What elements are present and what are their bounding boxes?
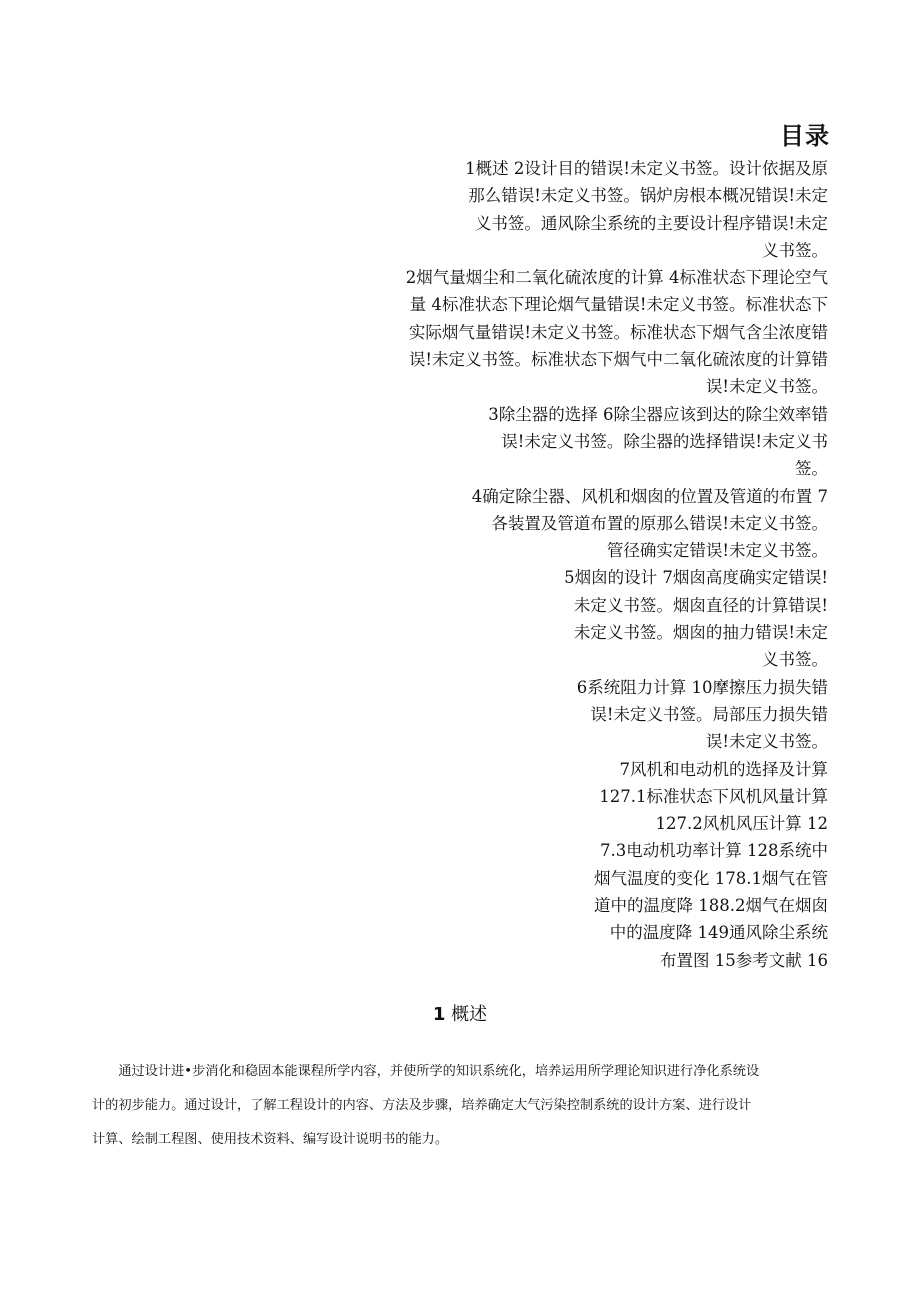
toc-entry-4[interactable] [348, 483, 828, 565]
toc-line: 中的温度降 149通风除尘系统 [609, 923, 828, 943]
section-paragraph [92, 1055, 832, 1157]
toc-line: 7风机和电动机的选择及计算 [619, 759, 828, 779]
toc-line: 5烟囱的设计 7烟囱高度确实定错误! [564, 568, 828, 588]
paragraph-line: 通过设计进•步消化和稳固本能课程所学内容，并使所学的知识系统化，培养运用所学理论知识进行净化系统设 [92, 1064, 760, 1079]
paragraph-line: 计的初步能力。通过设计，了解工程设计的内容、方法及步骤，培养确定大气污染控制系统的设计方案、进行设计 [92, 1098, 752, 1113]
toc-line: 7.3电动机功率计算 128系统中 [600, 841, 828, 861]
toc-entry-2[interactable] [348, 264, 828, 400]
toc-line: 义书签。 [762, 650, 828, 670]
toc-line: 那么错误!未定义书签。锅炉房根本概况错误!未定 [468, 186, 828, 206]
toc-entry-5[interactable] [348, 564, 828, 673]
toc-line: 实际烟气量错误!未定义书签。标准状态下烟气含尘浓度错 [408, 322, 828, 342]
toc-line: 1概述 2设计目的错误!未定义书签。设计依据及原 [465, 159, 828, 178]
toc-line: 3除尘器的选择 6除尘器应该到达的除尘效率错 [488, 404, 828, 424]
toc-title: 目录 [780, 122, 830, 150]
toc-line: 误!未定义书签。 [705, 377, 828, 397]
toc-line: 127.2风机风压计算 12 [655, 814, 828, 834]
toc-line: 布置图 15参考文献 16 [660, 950, 828, 970]
toc-line: 各装置及管道布置的原那么错误!未定义书签。 [491, 513, 828, 533]
toc-line: 误!未定义书签。除尘器的选择错误!未定义书 [501, 431, 828, 451]
toc-line: 签。 [795, 459, 828, 479]
toc-entry-1[interactable] [348, 155, 828, 264]
toc-line: 管径确实定错误!未定义书签。 [606, 541, 828, 561]
paragraph-line: 计算、绘制工程图、使用技术资料、编写设计说明书的能力。 [92, 1132, 449, 1147]
toc-line: 6系统阻力计算 10摩擦压力损失错 [576, 677, 828, 697]
toc-line: 量 4标准状态下理论烟气量错误!未定义书签。标准状态下 [409, 295, 828, 315]
toc-line: 127.1标准状态下风机风量计算 [599, 786, 828, 806]
table-of-contents [348, 155, 828, 974]
toc-line: 4确定除尘器、风机和烟囱的位置及管道的布置 7 [471, 486, 828, 506]
section-heading [0, 1000, 920, 1026]
toc-line: 义书签。 [762, 240, 828, 260]
toc-line: 误!未定义书签。 [705, 732, 828, 752]
toc-line: 义书签。通风除尘系统的主要设计程序错误!未定 [474, 213, 828, 233]
toc-line: 2烟气量烟尘和二氧化硫浓度的计算 4标准状态下理论空气 [405, 268, 828, 288]
section-number: 1 [432, 1004, 446, 1025]
toc-line: 误!未定义书签。标准状态下烟气中二氧化硫浓度的计算错 [408, 350, 828, 370]
toc-entry-6[interactable] [348, 674, 828, 756]
toc-line: 误!未定义书签。局部压力损失错 [590, 704, 828, 724]
toc-line: 道中的温度降 188.2烟气在烟囱 [594, 896, 828, 916]
section-title: 概述 [451, 1004, 488, 1025]
toc-line: 未定义书签。烟囱的抽力错误!未定 [573, 623, 828, 643]
toc-entry-3[interactable] [348, 401, 828, 483]
toc-line: 烟气温度的变化 178.1烟气在管 [594, 868, 828, 888]
toc-line: 未定义书签。烟囱直径的计算错误! [573, 595, 828, 615]
toc-entry-7[interactable] [348, 756, 828, 974]
